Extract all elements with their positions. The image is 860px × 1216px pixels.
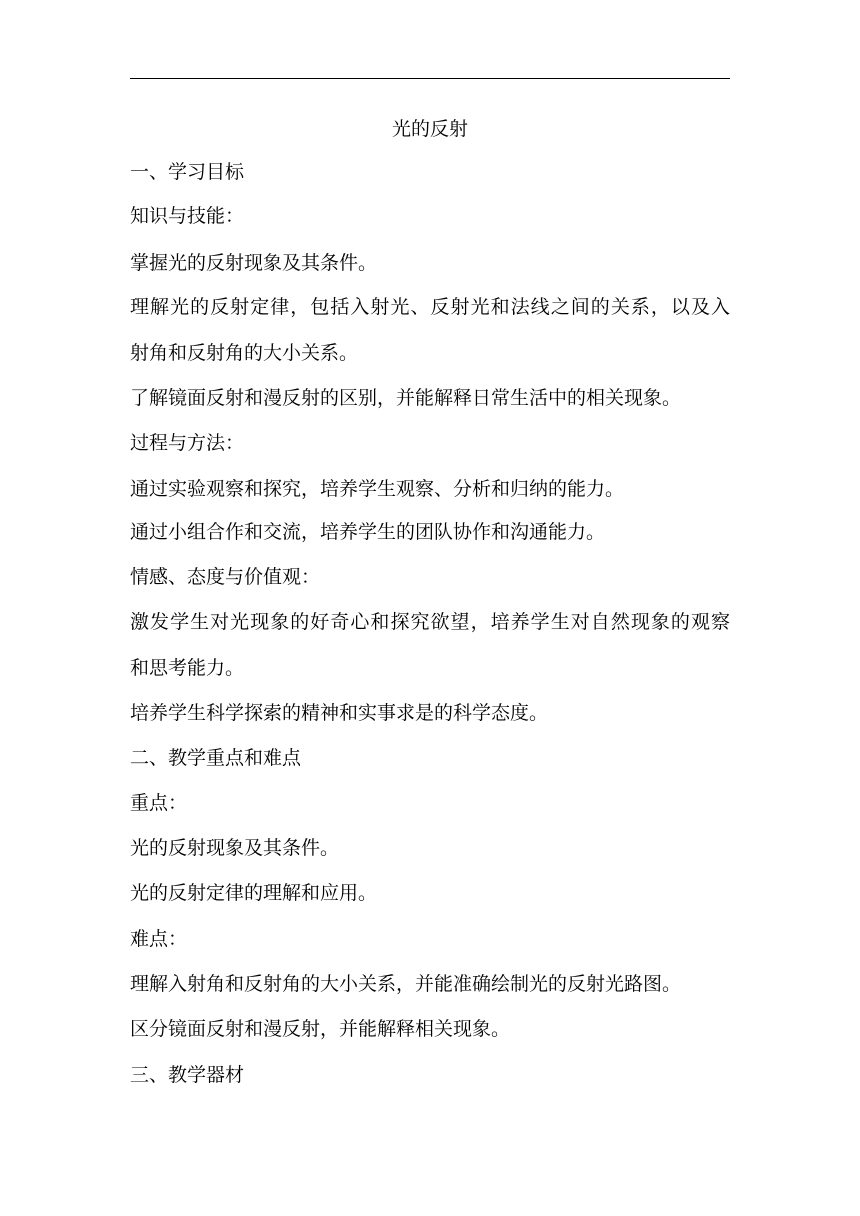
paragraph-line: 激发学生对光现象的好奇心和探究欲望，培养学生对自然现象的观察	[130, 611, 730, 633]
paragraph-line: 光的反射现象及其条件。	[130, 837, 340, 859]
paragraph-line: 和思考能力。	[130, 657, 245, 679]
paragraph-line: 掌握光的反射现象及其条件。	[130, 252, 378, 274]
paragraph-line: 通过实验观察和探究，培养学生观察、分析和归纳的能力。	[130, 478, 625, 500]
paragraph-line: 光的反射定律的理解和应用。	[130, 882, 378, 904]
subheading-knowledge-skills: 知识与技能：	[130, 205, 245, 227]
paragraph-line: 区分镜面反射和漫反射，并能解释相关现象。	[130, 1018, 511, 1040]
subheading-difficulties: 难点：	[130, 928, 188, 950]
document-title: 光的反射	[391, 118, 468, 140]
paragraph-line: 射角和反射角的大小关系。	[130, 342, 359, 364]
section-heading-key-points: 二、教学重点和难点	[130, 747, 302, 769]
paragraph-line: 理解入射角和反射角的大小关系，并能准确绘制光的反射光路图。	[130, 973, 682, 995]
subheading-key-points: 重点：	[130, 792, 188, 814]
section-heading-materials: 三、教学器材	[130, 1064, 245, 1086]
section-heading-goals: 一、学习目标	[130, 161, 245, 183]
paragraph-line: 培养学生科学探索的精神和实事求是的科学态度。	[130, 702, 549, 724]
subheading-attitude-values: 情感、态度与价值观：	[130, 566, 321, 588]
subheading-process-methods: 过程与方法：	[130, 432, 245, 454]
header-rule	[130, 78, 730, 79]
paragraph-line: 理解光的反射定律，包括入射光、反射光和法线之间的关系，以及入	[130, 296, 730, 318]
paragraph-line: 了解镜面反射和漫反射的区别，并能解释日常生活中的相关现象。	[130, 387, 682, 409]
paragraph-line: 通过小组合作和交流，培养学生的团队协作和沟通能力。	[130, 521, 606, 543]
